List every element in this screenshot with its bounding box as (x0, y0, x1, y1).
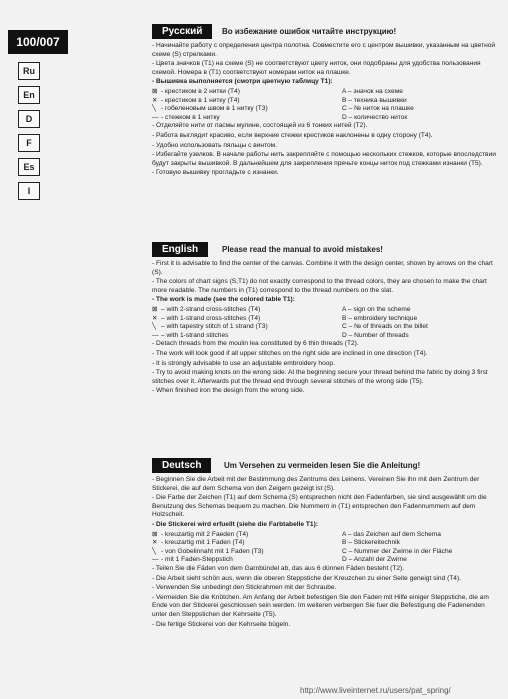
legend-item: — - mit 1 Faden-Steppstich (152, 556, 233, 564)
cross-stitch-1-icon: ✕ (152, 539, 158, 547)
cross-stitch-2-icon: ⊠ (152, 305, 158, 313)
legend-key: D – Anzahl der Zwirne (342, 556, 407, 564)
paragraph: - Готовую вышивку прогладьте с изнанки. (152, 169, 279, 177)
legend-key: A – das Zeichen auf dem Schema (342, 530, 441, 538)
legend-item: ✕ - крестиком в 1 нитку (T4) (152, 96, 240, 104)
section-warning: Во избежание ошибок читайте инструкцию! (222, 27, 397, 36)
paragraph: - Удобно использовать пяльцы с винтом. (152, 141, 278, 149)
stitch-legend (152, 531, 500, 565)
language-tab-i[interactable]: I (18, 182, 40, 200)
legend-item: ✕ – with 1-strand cross-stitches (T4) (152, 314, 261, 322)
paragraph: - The work is made (see the colored table T1): (152, 296, 295, 304)
legend-key: A – значок на схеме (342, 87, 403, 95)
paragraph: - Detach threads from the moulin lea constituted by 6 thin threads (T2). (152, 340, 359, 348)
language-tab-es[interactable]: Es (18, 158, 40, 176)
section-deutsch (152, 458, 500, 630)
legend-item: ╲ - von Gobelinnaht mit 1 Faden (T3) (152, 547, 264, 555)
language-tab-list (18, 62, 40, 206)
paragraph: - Отделяйте нити от пасмы мулине, состоящей из 6 тонких нитей (T2). (152, 122, 368, 130)
language-tab-f[interactable]: F (18, 134, 40, 152)
section-warning: Please read the manual to avoid mistakes! (222, 245, 383, 254)
section-language-tag: English (152, 242, 208, 257)
legend-item: ⊠ – with 2-strand cross-stitches (T4) (152, 305, 261, 313)
legend-key: D – количество ниток (342, 113, 408, 121)
legend-item: — – with 1-strand stitches (152, 331, 229, 339)
straight-stitch-icon: — (152, 113, 159, 121)
cross-stitch-1-icon: ✕ (152, 314, 158, 322)
language-tab-en[interactable]: En (18, 86, 40, 104)
paragraph: - Vermeiden Sie die Knötchen. Am Anfang der Arbeit befestigen Sie den Faden mit Hilfe einiger Steppstiche, die am Ende von der Stickerei geschlossen sein werden. Im weiteren verbergen Sie fuer die Befestigung die Fadenenden unter den Steppstichen der Kehrseite (T5). (152, 593, 489, 618)
paragraph: - The colors of chart signs (S,T1) do not exactly correspond to the thread colors, they are chosen to make the chart more readable. The numbers in (T1) correspond to the thread numbers on the slat. (152, 278, 487, 294)
paragraph: - The work will look good if all upper stitches on the right side are inclined in one direction (T4). (152, 349, 428, 357)
legend-key: B – техника вышивки (342, 96, 407, 104)
language-tab-d[interactable]: D (18, 110, 40, 128)
legend-key: C – № of threads on the billet (342, 323, 428, 331)
legend-key: B – Stickereitechnik (342, 539, 400, 547)
paragraph: - Цвета значков (T1) на схеме (S) не соответствуют цвету ниток, они подобраны для удобства пользования схемой. Номера в (T1) соответствуют номерам ниток на плашке. (152, 60, 481, 76)
source-url: http://www.liveinternet.ru/users/pat_spring/ (300, 686, 451, 695)
section-header (152, 24, 500, 39)
paragraph: - Die Arbeit sieht schön aus, wenn die oberen Steppstiche der Kreuzchen zu einer Seite geneigt sind (T4). (152, 574, 461, 582)
paragraph: - Try to avoid making knots on the wrong side. At the beginning secure your thread behind the fabric by doing 3 first stitches over it. Afterwards put the thread end through several stitches of the wrong side (T5). (152, 369, 488, 385)
legend-key: C – № ниток на плашке (342, 105, 414, 113)
paragraph: - It is strongly advisable to use an adjustable embroidery hoop. (152, 359, 335, 367)
cross-stitch-1-icon: ✕ (152, 96, 158, 104)
tapestry-stitch-icon: ╲ (152, 547, 156, 555)
legend-item: ⊠ - крестиком в 2 нитки (T4) (152, 87, 240, 95)
straight-stitch-icon: — (152, 556, 159, 564)
legend-key: A – sign on the scheme (342, 305, 411, 313)
legend-item: ⊠ - kreuzartig mit 2 Faeden (T4) (152, 530, 249, 538)
paragraph: - Verwenden Sie unbedingt den Stickrahmen mit der Schraube. (152, 584, 337, 592)
legend-item: ✕ - kreuzartig mit 1 Faden (T4) (152, 539, 245, 547)
legend-key: C – Nummer der Zwirne in der Fläche (342, 547, 453, 555)
legend-key: B – embroidery technique (342, 314, 418, 322)
section-header (152, 458, 500, 473)
straight-stitch-icon: — (152, 331, 159, 339)
paragraph: - First it is advisable to find the center of the canvas. Combine it with the design center, shown by arrows on the chart (S). (152, 260, 493, 276)
section-english (152, 242, 500, 397)
paragraph: - Die fertige Stickerei von der Kehrseite bügeln. (152, 620, 291, 628)
stitch-legend (152, 88, 500, 122)
section-language-tag: Deutsch (152, 458, 211, 473)
paragraph: - Работа выглядит красиво, если верхние стежки крестиков наклонены в одну сторону (T4). (152, 131, 433, 139)
paragraph: - Избегайте узелков. В начале работы нить закрепляйте с помощью нескольких стежков, которые впоследствии будут закрыты вышивкой. В дальнейшем для закрепления прячьте концы ниток под стежками изнанки (T5). (152, 151, 496, 167)
cross-stitch-2-icon: ⊠ (152, 87, 158, 95)
product-code: 100/007 (8, 30, 68, 54)
paragraph: - Teilen Sie die Fäden von dem Garnbündel ab, das aus 6 dünnen Fäden besteht (T2). (152, 564, 405, 572)
legend-item: — - стежком в 1 нитку (152, 113, 220, 121)
paragraph: - Die Farbe der Zeichen (T1) auf dem Schema (S) entsprechen nicht den Fadenfarben, sie sind ausgewählt um die Benutzung des Schemas bequem zu machen. Die Nummern in (T1) entsprechen den Fadennummern auf dem Holzscheit. (152, 494, 487, 519)
legend-key: D – Number of threads (342, 331, 409, 339)
legend-item: ╲ - гобеленовым швом в 1 нитку (T3) (152, 105, 268, 113)
paragraph: - Вышивка выполняется (смотри цветную таблицу T1): (152, 78, 333, 86)
paragraph: - Beginnen Sie die Arbeit mit der Bestimmung des Zentrums des Leinens. Vereinen Sie ihn mit dem Zentrum der Stickerei, die auf dem Schema von den Zeigern gezeigt ist (S). (152, 476, 480, 492)
tapestry-stitch-icon: ╲ (152, 105, 156, 113)
stitch-legend (152, 306, 500, 340)
cross-stitch-2-icon: ⊠ (152, 530, 158, 538)
section-russian (152, 24, 500, 179)
language-tab-ru[interactable]: Ru (18, 62, 40, 80)
section-language-tag: Русский (152, 24, 212, 39)
paragraph: - When finished iron the design from the wrong side. (152, 387, 305, 395)
paragraph: - Die Stickerei wird erfuellt (siehe die Farbtabelle T1): (152, 520, 318, 528)
tapestry-stitch-icon: ╲ (152, 323, 156, 331)
section-warning: Um Versehen zu vermeiden lesen Sie die Anleitung! (224, 461, 421, 470)
legend-item: ╲ – with tapestry stitch of 1 strand (T3) (152, 323, 268, 331)
section-header (152, 242, 500, 257)
paragraph: - Начинайте работу с определения центра полотна. Совместите его с центром вышивки, указанным на цветной схеме (S) стрелками. (152, 42, 496, 58)
